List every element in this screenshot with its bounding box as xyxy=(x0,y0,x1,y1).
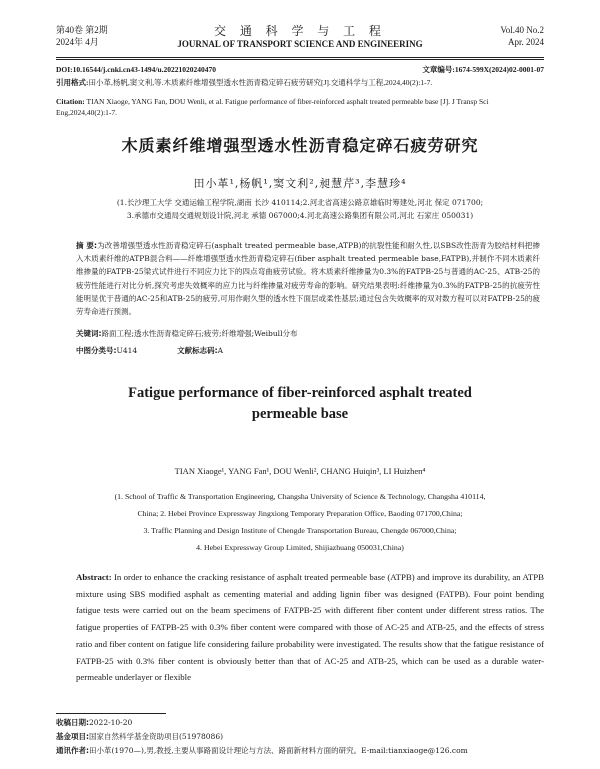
citation-en-label: Citation: xyxy=(56,97,85,106)
citation-cn xyxy=(56,77,544,88)
date-cn: 2024年 4月 xyxy=(56,37,99,47)
citation-en-text: TIAN Xiaoge, YANG Fan, DOU Wenli, et al. Fatigue performance of fiber-reinforced asphalt treated permeable base [J]. J Transp Sci Eng,2024,40(2):1-7. xyxy=(56,97,489,117)
abstract-en-text: In order to enhance the cracking resistance of asphalt treated permeable base (ATPB) and improve its durability, an ATPB mixture using SBS modified asphalt as cementing material and adding lignin fiber was designed (FATPB). Four point bending fatigue tests were carried out on the beam specimens of FATPB-25 with different fiber content under different stress ratios. The fatigue properties of FATPB-25 with 0.3% fiber content were compared with those of AC-25 and ATB-25, and the effects of stress ratio and fiber content on fatigue life considering failure probability were investigated. The results show that the fatigue resistance of FATPB-25 with 0.3% fiber content is obviously better than that of AC-25 and ATB-25, which can be used as a durable water-permeable underlayer or flexible xyxy=(76,572,544,683)
class-number: U414 xyxy=(116,346,138,355)
doc-code: A xyxy=(217,346,224,355)
footnote-rule xyxy=(56,713,166,714)
citation-cn-label: 引用格式: xyxy=(56,78,89,87)
class-label: 中图分类号: xyxy=(76,346,117,355)
title-en-line-1: Fatigue performance of fiber-reinforced asphalt treated xyxy=(128,385,472,401)
footnote-fund xyxy=(56,731,544,743)
doc-code-label: 文献标志码: xyxy=(177,346,218,355)
title-en-line-2: permeable base xyxy=(251,406,349,422)
affiliation-cn-line-2: 3.承德市交通局交通规划设计院,河北 承德 067000;4.河北高速公路集团有限公司,河北 石家庄 050031) xyxy=(126,211,474,220)
corresponding-author-label: 通讯作者: xyxy=(56,746,89,755)
doi[interactable]: DOI:10.16544/j.cnki.cn43-1494/u.20221020240470 xyxy=(56,65,217,74)
volume-cn: 第40卷 第2期 xyxy=(56,25,108,35)
title-cn: 木质素纤维增强型透水性沥青稳定碎石疲劳研究 xyxy=(121,136,479,155)
affiliations-en xyxy=(60,488,540,556)
abstract-cn xyxy=(76,239,540,318)
authors-cn: 田小革¹,杨帆¹,窦文利²,昶慧芹³,李慧珍⁴ xyxy=(193,177,407,190)
classification-cn xyxy=(76,345,540,357)
fund-label: 基金项目: xyxy=(56,732,89,741)
date-en: Apr. 2024 xyxy=(508,37,544,47)
keywords-cn-text: 路面工程;透水性沥青稳定碎石;疲劳;纤维增强;Weibull分布 xyxy=(101,329,298,338)
title-en xyxy=(60,383,540,425)
corresponding-author-text: 田小革(1970—),男,教授,主要从事路面设计理论与方法、路面新材料方面的研究。E-mail:tianxiaoge@126.com xyxy=(89,746,468,755)
doi-line xyxy=(56,64,544,75)
authors-en: TIAN Xiaoge¹, YANG Fan¹, DOU Wenli², CHANG Huiqin³, LI Huizhen⁴ xyxy=(174,466,426,476)
abstract-en xyxy=(76,569,544,686)
affiliation-en-line-2: China; 2. Hebei Province Expressway Jingxiong Temporary Preparation Office, Baoding 071700,China; xyxy=(137,509,463,518)
affiliation-en-line-4: 4. Hebei Expressway Group Limited, Shijiazhuang 050031,China) xyxy=(196,543,404,552)
affiliation-en-line-3: 3. Traffic Planning and Design Institute of Chengde Transportation Bureau, Chengde 067000,China; xyxy=(143,526,457,535)
header-center xyxy=(56,24,544,50)
header-rule-secondary xyxy=(56,59,544,60)
fund-text: 国家自然科学基金资助项目(51978086) xyxy=(89,732,224,741)
volume-en: Vol.40 No.2 xyxy=(500,25,544,35)
header-rule xyxy=(56,57,544,58)
affiliation-en-line-1: (1. School of Traffic & Transportation Engineering, Changsha University of Science & Technology, Changsha 410114, xyxy=(114,492,486,501)
received-date: 2022-10-20 xyxy=(89,718,133,727)
affiliation-cn-line-1: (1.长沙理工大学 交通运输工程学院,湖南 长沙 410114;2.河北省高速公路京雄临时筹建处,河北 保定 071700; xyxy=(116,198,484,207)
received-label: 收稿日期: xyxy=(56,718,89,727)
citation-en xyxy=(56,96,544,118)
header-right xyxy=(500,24,544,48)
abstract-cn-text: 为改善增强型透水性沥青稳定碎石(asphalt treated permeable base,ATPB)的抗裂性能和耐久性,以SBS改性沥青为胶结材料把掺入木质素纤维的ATPB混合料——纤维增强型透水性沥青稳定碎石(fiber asphalt treated permeable base,FATPB),并制作不同木质素纤维掺量的FATPB-25梁式试件进行不同应力比下的四点弯曲疲劳试验。将木质素纤维掺量为0.3%的FATPB-25与普通的AC-25、ATB-25的疲劳性能进行对比分析,探究考虑失效概率的应力比与纤维掺量对疲劳寿命的影响。研究结果表明:纤维掺量为0.3%的FATPB-25的抗疲劳性能明显优于普通的AC-25和ATB-25的疲劳,可用作耐久型的透水性下面层或柔性基层;通过包含失效概率的双对数方程可以对FATPB-25的疲劳寿命进行预测。 xyxy=(76,241,540,317)
journal-name-cn: 交 通 科 学 与 工 程 xyxy=(214,24,386,38)
abstract-en-label: Abstract: xyxy=(76,572,112,582)
keywords-cn-label: 关键词: xyxy=(76,329,102,338)
journal-name-en: JOURNAL OF TRANSPORT SCIENCE AND ENGINEERING xyxy=(177,39,423,49)
affiliations-cn xyxy=(56,196,544,222)
abstract-cn-label: 摘 要: xyxy=(76,241,97,250)
keywords-cn xyxy=(76,328,540,340)
citation-cn-text: 田小革,杨帆,窦文利,等.木质素纤维增强型透水性沥青稳定碎石疲劳研究[J].交通科学与工程,2024,40(2):1-7. xyxy=(88,78,433,87)
article-number: 文章编号:1674-599X(2024)02-0001-07 xyxy=(422,65,544,74)
footnote-author xyxy=(56,745,544,757)
footnote-received xyxy=(56,717,544,729)
running-header xyxy=(56,24,544,56)
